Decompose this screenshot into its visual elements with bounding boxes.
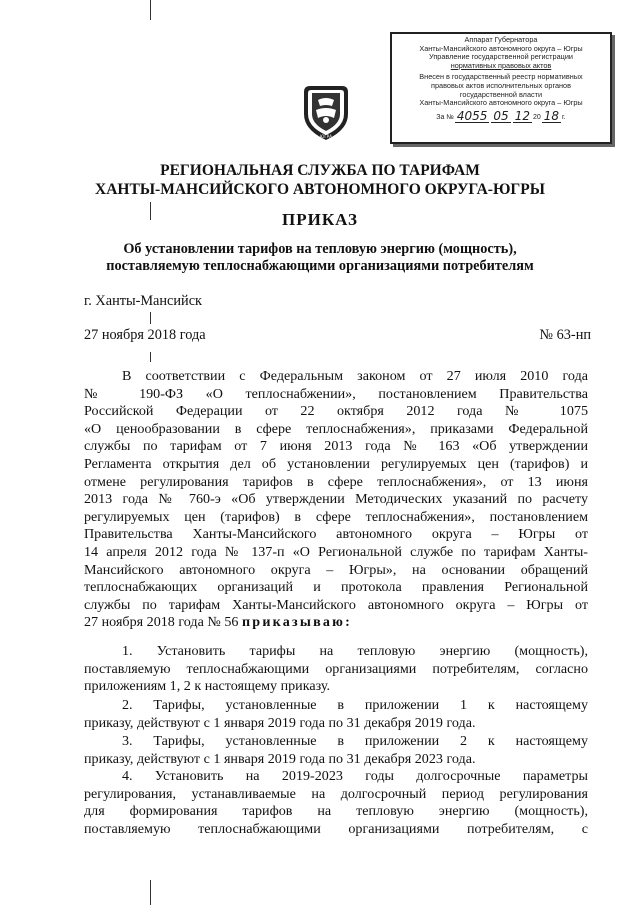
paragraph-line: Регламента открытия дел об установлении регулируемых цен (тарифов) и — [84, 455, 588, 472]
paragraph-line: теплоснабжающих организаций и протокола правления Региональной — [84, 579, 588, 596]
order-word: приказываю: — [241, 614, 353, 631]
stamp-line: Аппарат Губернатора — [464, 35, 538, 44]
stamp-registration-row — [392, 110, 610, 123]
stamp-reg-month: 12 — [514, 108, 530, 123]
document-number: № 63-нп — [539, 327, 591, 343]
preamble-paragraph — [84, 368, 588, 632]
scan-mark — [150, 880, 151, 905]
paragraph-line: службы по тарифам Ханты-Мансийского автономного округа – Югры от — [84, 596, 588, 613]
paragraph-line: Мансийского автономного округа – Югры», на основании обращений — [84, 561, 588, 578]
stamp-reg-number: 4055 — [456, 108, 488, 123]
paragraph-line — [84, 614, 588, 632]
stamp-line: Управление государственной регистрации — [429, 52, 573, 62]
emblem-label: ЮГРА — [320, 134, 332, 139]
paragraph-line: 2. Тарифы, установленные в приложении 1 к настоящему — [122, 697, 588, 713]
paragraph-line: поставляемую теплоснабжающими организациями потребителям, согласно — [84, 660, 588, 677]
paragraph-line: «О ценообразовании в сфере теплоснабжения», приказами Федеральной — [84, 420, 588, 437]
place: г. Ханты-Мансийск — [84, 293, 202, 309]
stamp-line: Внесен в государственный реестр нормативных — [419, 72, 583, 82]
stamp-reg-suffix: г. — [562, 114, 566, 122]
stamp-line: государственной власти — [459, 89, 543, 99]
paragraph-line-text: 27 ноября 2018 года № 56 — [84, 614, 239, 631]
document-date: 27 ноября 2018 года — [84, 327, 206, 343]
stamp-line: Ханты-Мансийского автономного округа – Югры — [419, 98, 583, 108]
paragraph-line: регулирования, устанавливаемые на долгосрочный период регулирования — [84, 785, 588, 802]
scan-mark — [150, 0, 151, 20]
paragraph-line-text: приказу, действуют с 1 января 2019 года по 31 декабря 2023 года. — [84, 750, 476, 767]
paragraph-line: для формирования тарифов на тепловую энергию (мощность), — [84, 803, 588, 820]
paragraph-line: 4. Установить на 2019-2023 годы долгосрочные параметры — [122, 768, 588, 784]
paragraph-line: № 190-ФЗ «О теплоснабжении», постановлением Правительства — [84, 385, 588, 402]
order-item-1 — [84, 643, 588, 696]
paragraph-line: отмене регулирования тарифов в сфере теплоснабжения», от 13 июня — [84, 473, 588, 490]
order-item-2 — [84, 697, 588, 732]
paragraph-line — [84, 751, 588, 769]
authority-subtitle: ХАНТЫ-МАНСИЙСКОГО АВТОНОМНОГО ОКРУГА-ЮГРЫ — [95, 181, 545, 198]
order-item-4 — [84, 768, 588, 838]
stamp-line: Ханты-Мансийского автономного округа – Югры — [419, 43, 583, 53]
paragraph-line: 3. Тарифы, установленные в приложении 2 к настоящему — [122, 733, 588, 749]
scan-mark — [150, 312, 151, 324]
paragraph-line: службы по тарифам от 7 июня 2013 года № 163 «Об утверждении — [84, 438, 588, 455]
paragraph-line: 1. Установить тарифы на тепловую энергию (мощность), — [122, 643, 588, 659]
paragraph-line: 14 апреля 2012 года № 137-п «О Региональной службе по тарифам Ханты- — [84, 543, 588, 560]
coat-of-arms-icon — [302, 84, 350, 142]
paragraph-line: Российской Федерации от 22 октября 2012 года № 1075 — [84, 403, 588, 420]
paragraph-line-text: приказу, действуют с 1 января 2019 года по 31 декабря 2019 года. — [84, 714, 476, 731]
paragraph-line: В соответствии с Федеральным законом от 27 июля 2010 года — [122, 368, 588, 384]
paragraph-line: Правительства Ханты-Мансийского автономного округа – Югры от — [84, 526, 588, 543]
stamp-line: нормативных правовых актов — [450, 60, 552, 70]
stamp-line: правовых актов исполнительных органов — [431, 80, 571, 90]
paragraph-line: 2013 года № 760-э «Об утверждении Методических указаний по расчету — [84, 491, 588, 508]
paragraph-line — [84, 715, 588, 733]
paragraph-line: регулируемых цен (тарифов) в сфере теплоснабжения», постановлением — [84, 508, 588, 525]
paragraph-line — [84, 678, 588, 696]
authority-title: РЕГИОНАЛЬНАЯ СЛУЖБА ПО ТАРИФАМ — [160, 162, 480, 179]
registration-stamp — [390, 32, 612, 144]
scan-mark — [150, 352, 151, 362]
paragraph-line: поставляемую теплоснабжающими организациями потребителям, с — [84, 820, 588, 837]
document-type: ПРИКАЗ — [282, 210, 358, 229]
order-item-3 — [84, 733, 588, 768]
subject-line-1: Об установлении тарифов на тепловую энергию (мощность), — [123, 241, 517, 257]
subject-line-2: поставляемую теплоснабжающими организациями потребителям — [106, 258, 534, 274]
stamp-reg-day: 05 — [493, 108, 509, 123]
stamp-reg-prefix: За № — [436, 114, 454, 122]
stamp-reg-year-prefix: 20 — [532, 114, 541, 122]
stamp-reg-year: 18 — [543, 108, 560, 123]
paragraph-line-text: приложениям 1, 2 к настоящему приказу. — [84, 678, 331, 695]
